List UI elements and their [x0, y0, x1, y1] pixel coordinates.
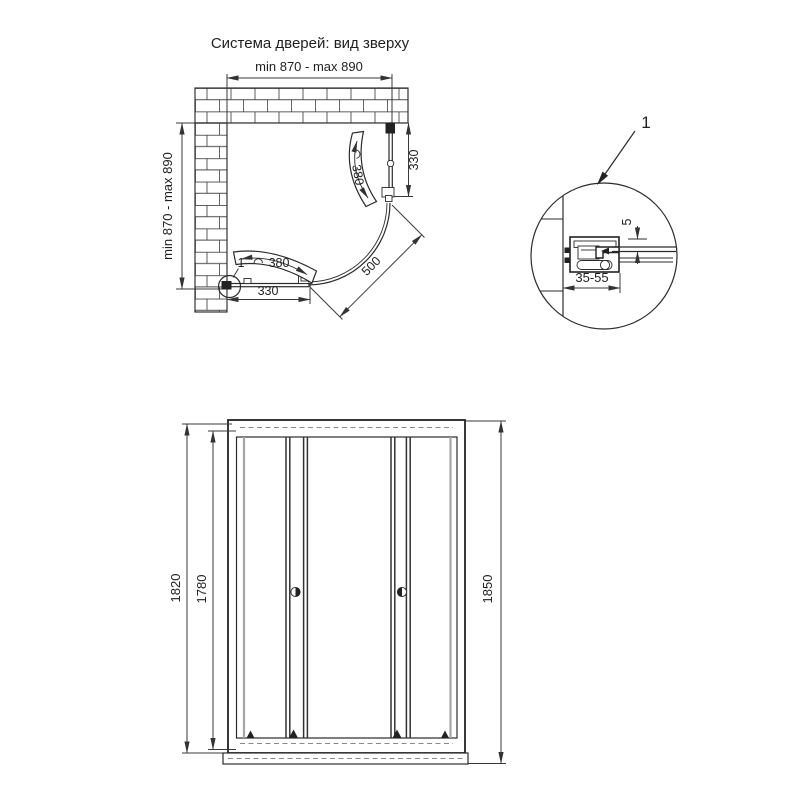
dim-right-panel-label: 330 — [407, 149, 421, 171]
detail-leader — [597, 113, 651, 185]
dim-total-height — [466, 421, 506, 764]
dim-height-label: min 870 - max 890 — [160, 152, 175, 260]
slot-screw — [600, 260, 609, 269]
dim-total-height-label: 1850 — [480, 574, 495, 604]
dim-inner-height-label: 1780 — [194, 574, 209, 604]
shower-tray-rim — [223, 753, 468, 764]
curved-door-upper — [347, 132, 377, 207]
front-view — [168, 420, 506, 764]
frame-outer — [228, 420, 465, 753]
dim-right-panel — [394, 123, 421, 197]
dim-width-label: min 870 - max 890 — [255, 59, 363, 74]
dim-range-label: 35-55 — [575, 270, 609, 285]
wall-anchor — [565, 258, 570, 264]
glass-panel-section — [612, 247, 676, 252]
panel-connector-bottom — [244, 279, 251, 284]
fixed-panel-right — [382, 123, 395, 202]
detail-ref-label: 1 — [237, 256, 245, 270]
dim-gap-label: 5 — [620, 218, 634, 226]
drawing-title: Система дверей: вид зверху — [210, 35, 410, 52]
dim-bottom-panel-label: 330 — [257, 284, 279, 298]
wall-anchor — [565, 248, 570, 254]
detail-view — [531, 113, 677, 329]
dim-range — [563, 270, 620, 293]
wall-section — [540, 196, 563, 316]
dim-upper-door-label: 380 — [349, 163, 367, 187]
dim-gap — [620, 218, 647, 264]
door-handle-left — [291, 587, 300, 596]
dim-chord-label: 500 — [358, 253, 384, 279]
panel-connector — [387, 160, 393, 166]
wall-profile-bottom — [222, 281, 232, 290]
dim-outer-height-label: 1820 — [168, 573, 183, 603]
door-handle-right — [397, 587, 406, 596]
wall-profile-right — [386, 123, 396, 134]
top-view — [160, 59, 425, 320]
curved-rim — [308, 203, 390, 285]
detail-number-label: 1 — [641, 113, 651, 132]
wall-profile-section — [565, 237, 677, 272]
dim-chord — [310, 205, 425, 320]
dim-lower-door-label: 380 — [268, 256, 290, 270]
